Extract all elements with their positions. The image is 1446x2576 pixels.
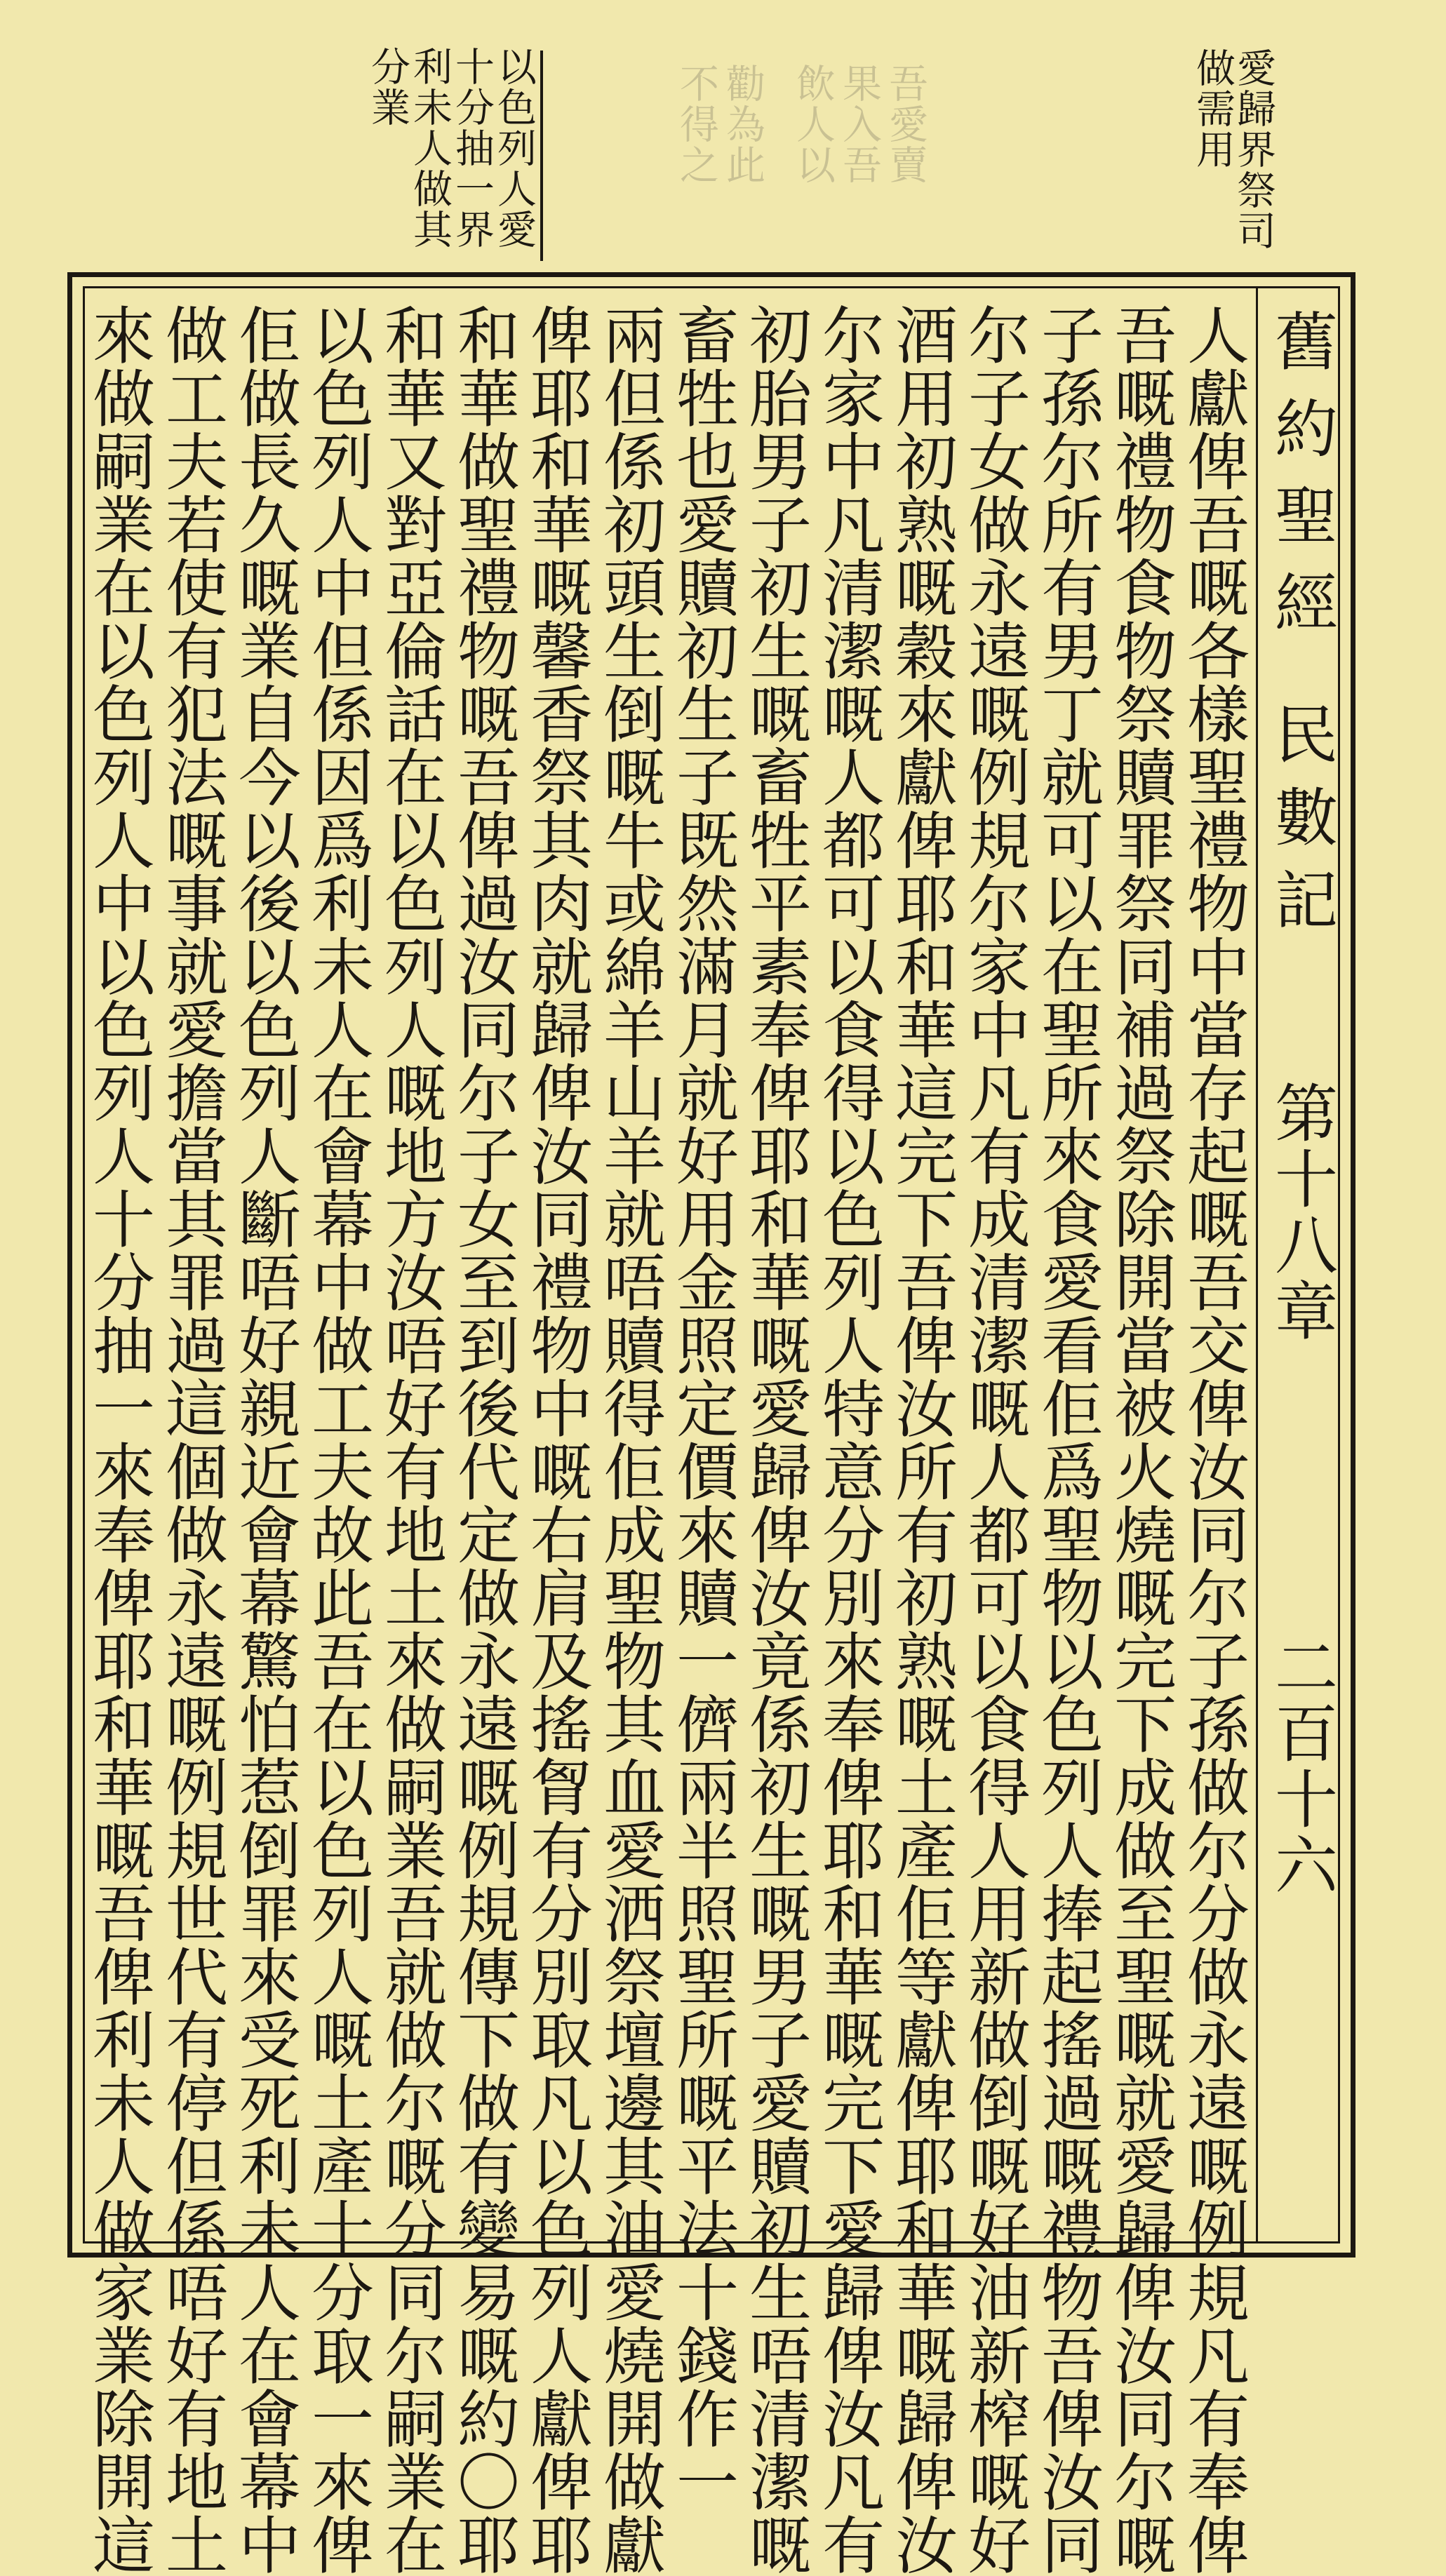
text-column: 佢做長久嘅業自今以後以色列人斷唔好親近會幕驚怕惹倒罪來受死利未人在會幕中: [229, 303, 302, 2576]
headnote-left-line-3: 利未人做其: [407, 46, 453, 250]
text-column: 酒用初熟嘅穀來獻俾耶和華這完下吾俾汝所有初熟嘅土產佢等獻俾耶和華嘅歸俾汝: [885, 303, 958, 2576]
show-through-line: 果入吾: [836, 63, 882, 185]
headnote-left-rule: [540, 51, 543, 261]
text-column: 吾嘅禮物食物祭贖罪祭同補過祭除開當被火燒嘅完下成做至聖嘅就愛歸俾汝同尔嘅: [1104, 303, 1177, 2576]
headnote-left-line-2: 十分抽一界: [449, 46, 495, 250]
text-column: 初胎男子初生嘅畜牲平素奉俾耶和華嘅愛歸俾汝竟係初生嘅男子愛贖初生唔清潔嘅: [739, 303, 812, 2576]
text-column: 尔子女做永遠嘅例規尔家中凡有成清潔嘅人都可以食得人用新做倒嘅好油新榨嘅好: [958, 303, 1031, 2576]
text-column: 人獻俾吾嘅各樣聖禮物中當存起嘅吾交俾汝同尔子孫做尔分做永遠嘅例規凡有奉俾: [1177, 303, 1250, 2576]
text-column: 和華又對亞倫話在以色列人嘅地方汝唔好有地土來做嗣業吾就做尔嘅分同尔嗣業在: [375, 303, 448, 2576]
text-column: 做工夫若使有犯法嘅事就愛擔當其罪過這個做永遠嘅例規世代有停但係唔好有地土: [156, 303, 229, 2576]
chapter-number: 第十八章: [1264, 1080, 1337, 1344]
text-column: 兩但係初頭生倒嘅牛或綿羊山羊就唔贖得佢成聖物其血愛洒祭壇邊其油愛燒開做獻: [594, 303, 667, 2576]
text-column: 尔家中凡清潔嘅人都可以食得以色列人特意分別來奉俾耶和華嘅完下愛歸俾汝凡有: [812, 303, 885, 2576]
headnote-right-line-1: 愛歸界祭司: [1231, 48, 1276, 251]
book-name: 民數記: [1264, 702, 1337, 950]
headnote-left-line-4: 分業: [365, 46, 410, 128]
text-column: 俾耶和華嘅馨香祭其肉就歸俾汝同禮物中嘅右肩及搖胷有分別取凡以色列人獻俾耶: [521, 303, 594, 2576]
text-column: 和華做聖禮物嘅吾俾過汝同尔子女至到後代定做永遠嘅例規傳下做有變易嘅約〇耶: [448, 303, 521, 2576]
show-through-line: 飲人以: [790, 63, 836, 185]
book-title: 舊約聖經: [1264, 309, 1337, 657]
header-divider: [1256, 286, 1258, 2243]
headnote-right-line-2: 做需用: [1190, 48, 1236, 170]
headnote-left-line-1: 以色列人愛: [491, 46, 537, 250]
show-through-line: 不得之: [674, 63, 719, 185]
text-column: 畜牲也愛贖初生子既然滿月就好用金照定價來贖一儕兩半照聖所嘅平法十錢作一: [667, 303, 739, 2513]
show-through-line: 勸為此: [720, 63, 765, 185]
show-through-line: 吾愛賣: [883, 63, 928, 185]
text-column: 來做嗣業在以色列人中以色列人十分抽一來奉俾耶和華嘅吾俾利未人做家業除開這: [83, 303, 156, 2576]
text-column: 子孫尔所有男丁就可以在聖所來食愛看佢爲聖物以色列人捧起搖過嘅禮物吾俾汝同: [1031, 303, 1104, 2576]
page-number: 二百十六: [1264, 1635, 1337, 1898]
text-column: 以色列人中但係因爲利未人在會幕中做工夫故此吾在以色列人嘅土產十分取一來俾: [302, 303, 375, 2576]
